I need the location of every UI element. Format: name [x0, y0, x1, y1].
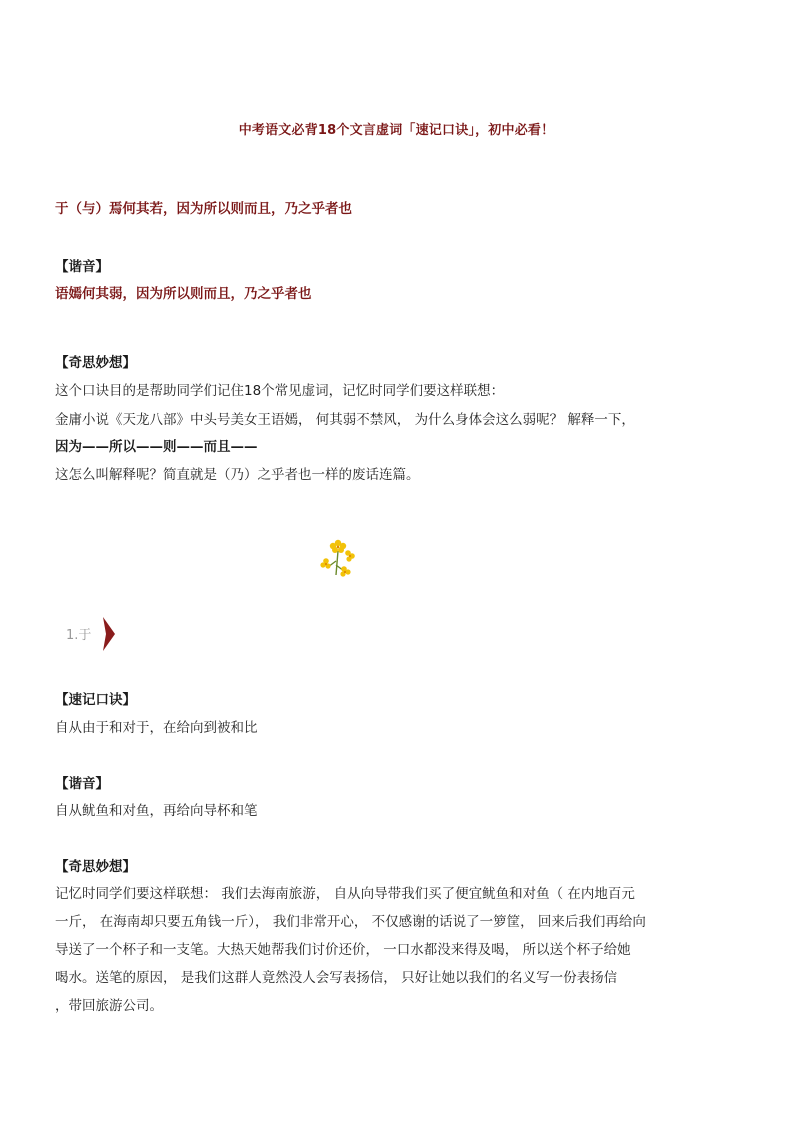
paragraph-line-4: 喝水。送笔的原因， 是我们这群人竟然没人会写表扬信， 只好让她以我们的名义写一份表扬信	[55, 970, 618, 986]
paragraph-line-3: 导送了一个杯子和一支笔。大热天她帮我们讨价还价， 一口水都没来得及喝， 所以送个杯子给她	[55, 942, 631, 958]
idea-line-1: 这个口诀目的是帮助同学们记住18个常见虚词，记忆时同学们要这样联想：	[55, 383, 505, 399]
idea-line-4: 这怎么叫解释呢？简直就是（乃）之乎者也一样的废话连篇。	[55, 467, 420, 483]
mnemonic-line: 于（与）焉何其若，因为所以则而且，乃之乎者也	[55, 201, 352, 217]
section-1-label: 1.于	[66, 628, 92, 643]
section-1-idea-header: 【奇思妙想】	[55, 859, 136, 875]
idea-line-3: 因为——所以——则——而且——	[55, 439, 258, 455]
quick-mnemonic-header: 【速记口诀】	[55, 692, 136, 708]
homophone-line: 语嫣何其弱，因为所以则而且，乃之乎者也	[55, 286, 312, 302]
paragraph-line-1: 记忆时同学们要这样联想： 我们去海南旅游， 自从向导带我们买了便宜鱿鱼和对鱼（ 在内地百元	[55, 886, 635, 902]
idea-header: 【奇思妙想】	[55, 355, 136, 371]
paragraph-line-5: ，带回旅游公司。	[55, 998, 163, 1014]
paragraph-line-2: 一斤， 在海南却只要五角钱一斤）， 我们非常开心， 不仅感谢的话说了一箩筐， 回来后我们再给向	[55, 914, 646, 930]
page-title: 中考语文必背18个文言虚词「速记口诀」，初中必看！	[238, 123, 555, 138]
yellow-flower-icon	[318, 535, 358, 581]
homophone-header: 【谐音】	[55, 259, 109, 275]
idea-line-2: 金庸小说《天龙八部》中头号美女王语嫣， 何其弱不禁风， 为什么身体会这么弱呢？ 解释一下，	[55, 412, 635, 428]
section-1-homophone-line: 自从鱿鱼和对鱼，再给向导杯和笔	[55, 803, 258, 819]
chevron-right-icon	[103, 617, 115, 651]
quick-mnemonic-line: 自从由于和对于，在给向到被和比	[55, 720, 258, 736]
section-1-homophone-header: 【谐音】	[55, 776, 109, 792]
